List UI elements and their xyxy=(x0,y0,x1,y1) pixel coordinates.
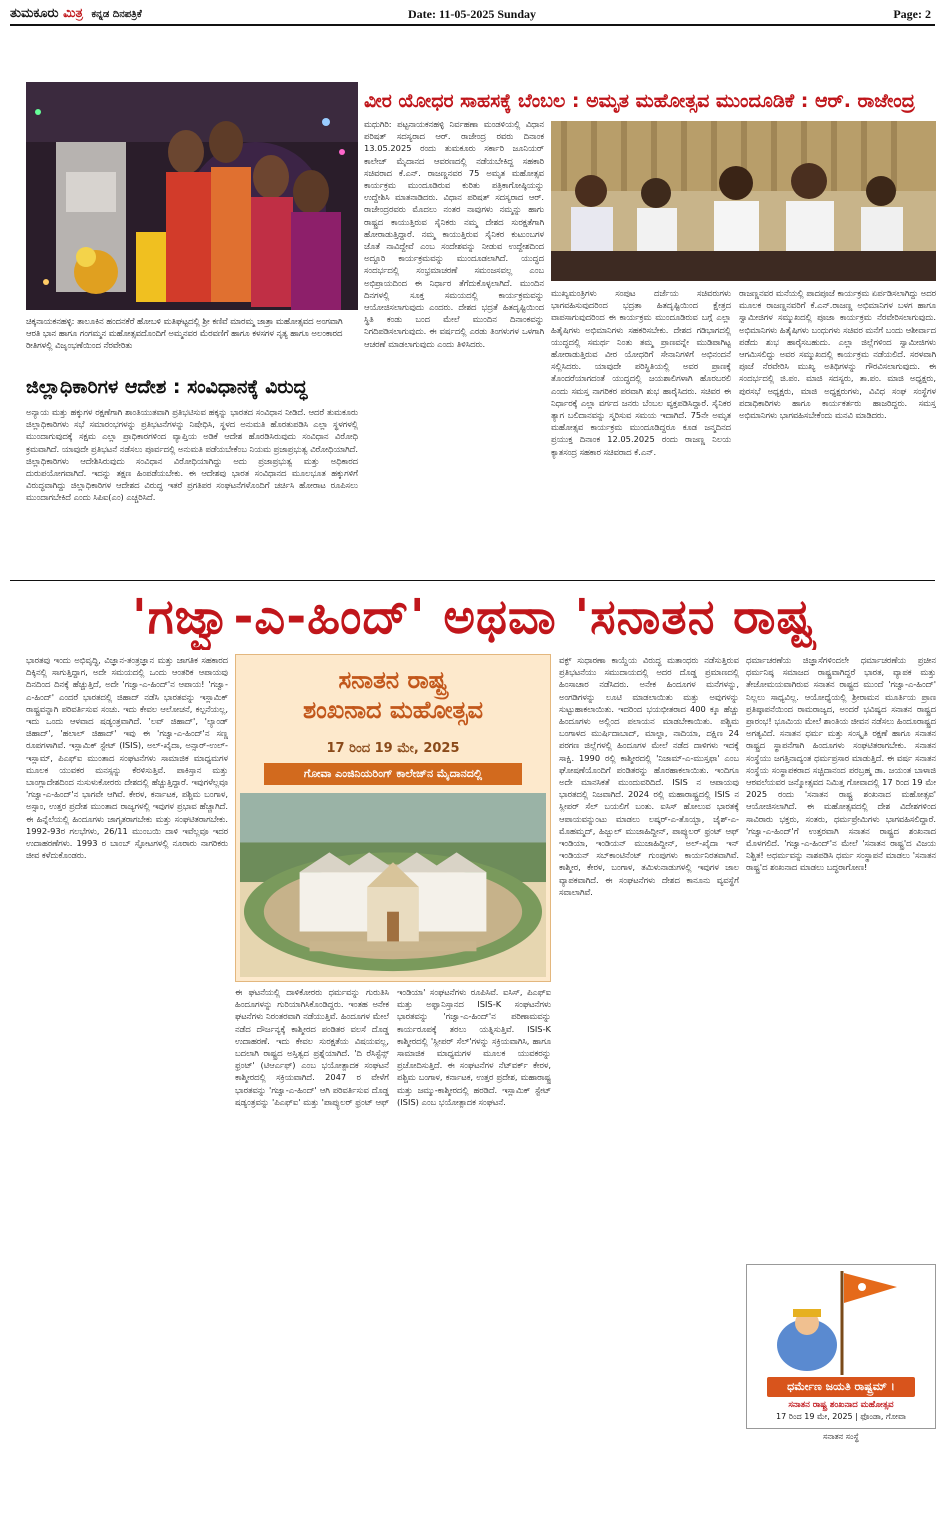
flag-illustration xyxy=(747,1265,936,1377)
rajendra-headline: ವೀರ ಯೋಧರ ಸಾಹಸಕ್ಕೆ ಬೆಂಬಲ : ಅಮೃತ ಮಹೋತ್ಸವ ಮುಂದೂಡಿಕೆ : ಆರ್. ರಾಜೇಂದ್ರ xyxy=(364,90,915,112)
page-number: Page: 2 xyxy=(893,7,931,21)
ad-banner: ಧರ್ಮೇಣ ಜಯತಿ ರಾಷ್ಟ್ರಮ್ । xyxy=(767,1377,915,1397)
poster-venue: ಗೋವಾ ಎಂಜಿನಿಯರಿಂಗ್ ಕಾಲೇಜ್‌ನ ಮೈದಾನದಲ್ಲಿ xyxy=(264,763,522,785)
main-col-1: ಭಾರತವು ಇಂದು ಅಭಿವೃದ್ಧಿ, ವಿಜ್ಞಾನ-ತಂತ್ರಜ್ಞಾನ ಮತ್ತು ಜಾಗತಿಕ ಸಹಕಾರದ ದಿಕ್ಕಿನಲ್ಲಿ ಸಾಗುತ್ತಿದ್ದಾಗ, ಅದೇ ಸಮಯದಲ್ಲಿ ಒಂದು ಆಂತರಿಕ ಆಪಾಯವು ದಿನದಿಂದ ದಿನಕ್ಕೆ ಹೆಚ್ಚುತ್ತಿದೆ, ಅದೇ 'ಗಜ್ವಾ-ಎ-ಹಿಂದ್'ನ ಆಪಾಯ! 'ಗಜ್ವಾ-ಎ-ಹಿಂದ್' ಎಂದರೆ ಭಾರತದಲ್ಲಿ ಜಿಹಾದ್ ನಡೆಸಿ ಭಾರತವನ್ನು ಇಸ್ಲಾಮಿಕ್ ರಾಷ್ಟ್ರವನ್ನಾಗಿ ಪರಿವರ್ತಿಸುವ ಸಂಚು. ಇದು ಕೇವಲ ಆಲೋಚನೆ, ಕಲ್ಪನೆಯಲ್ಲ, ಇದು ಒಂದು ಆಳವಾದ ಷಡ್ಯಂತ್ರವಾಗಿದೆ. 'ಲವ್ ಜಿಹಾದ್', 'ಲ್ಯಾಂಡ್ ಜಿಹಾದ್', 'ಹಲಾಲ್ ಜಿಹಾದ್' ಇವು ಈ 'ಗಜ್ವಾ-ಎ-ಹಿಂದ್'ನ ಸಣ್ಣ ರೂಪಗಳಾಗಿವೆ. ಇಸ್ಲಾಮಿಕ್ ಸ್ಟೇಟ್ (ISIS), ಅಲ್-ಖೈದಾ, ಅನ್ಸಾರ್-ಉಲ್-ಇಸ್ಲಾಮ್, ಪಿಎಫ್ಐ ಮುಂತಾದ ಸಂಘಟನೆಗಳು ಸಾಮಾಜಿಕ ಮಾಧ್ಯಮಗಳ ಮೂಲಕ ಯುವಕರ ಮನಸ್ಸನ್ನು ಕೆರಳಿಸುತ್ತಿವೆ. ಪಾಕಿಸ್ತಾನ ಮತ್ತು ಬಾಂಗ್ಲಾದೇಶದಿಂದ ನುಸುಳುಕೋರರು ದೇಶದಲ್ಲಿ ಹೆಚ್ಚುತ್ತಿದ್ದಾರೆ. ಇವುಗಳೆಲ್ಲವೂ 'ಗಜ್ವಾ-ಎ-ಹಿಂದ್'ನ ಭಾಗವೇ ಆಗಿವೆ. ಕೇರಳ, ಕರ್ನಾಟಕ, ಪಶ್ಚಿಮ ಬಂಗಾಳ, ಅಸ್ಸಾಂ, ಉತ್ತರ ಪ್ರದೇಶ ಮುಂತಾದ ರಾಜ್ಯಗಳಲ್ಲಿ ಇವುಗಳ ಪ್ರಭಾವ ಹೆಚ್ಚಾಗಿದೆ. ಈ ಹಿನ್ನೆಲೆಯಲ್ಲಿ ಹಿಂದೂಗಳು ಜಾಗೃತರಾಗಬೇಕು ಮತ್ತು ಸಂಘಟಿತರಾಗಬೇಕು. 1992-93ರ ಗಲಭೆಗಳು, 26/11 ಮುಂಬಯಿ ದಾಳಿ ಇವೆಲ್ಲವೂ ಇದರ ಉದಾಹರಣೆಗಳು. 1993 ರ ಬಾಂಬ್ ಸ್ಫೋಟಗಳಲ್ಲಿ ನೂರಾರು ನಾಗರಿಕರು ಜೀವ ಕಳೆದುಕೊಂಡರು. xyxy=(26,655,228,861)
issue-date: Date: 11-05-2025 Sunday xyxy=(408,7,537,21)
main-col-2: ಈ ಘಟನೆಯಲ್ಲಿ ದಾಳಿಕೋರರು ಧರ್ಮವನ್ನು ಗುರುತಿಸಿ ಹಿಂದೂಗಳನ್ನು ಗುರಿಯಾಗಿಸಿಕೊಂಡಿದ್ದರು. ಇಂತಹ ಅನೇಕ ಘಟನೆಗಳು ನಿರಂತರವಾಗಿ ನಡೆಯುತ್ತಿವೆ. ಹಿಂದೂಗಳ ಮೇಲೆ ನಡೆದ ದೌರ್ಜನ್ಯಕ್ಕೆ ಕಾಶ್ಮೀರದ ಪಂಡಿತರ ವಲಸೆ ದೊಡ್ಡ ಉದಾಹರಣೆ. ಇದು ಕೇವಲ ಸುರಕ್ಷತೆಯ ವಿಷಯವಲ್ಲ, ಬದಲಾಗಿ ರಾಷ್ಟ್ರದ ಅಸ್ತಿತ್ವದ ಪ್ರಶ್ನೆಯಾಗಿದೆ. 'ದಿ ರೆಸಿಸ್ಟೆನ್ಸ್ ಫ್ರಂಟ್' (ಟಿಆರ್ಎಫ್) ಎಂಬ ಭಯೋತ್ಪಾದಕ ಸಂಘಟನೆ ಕಾಶ್ಮೀರದಲ್ಲಿ ಸಕ್ರಿಯವಾಗಿದೆ. 2047 ರ ವೇಳೆಗೆ ಭಾರತವನ್ನು 'ಗಜ್ವಾ-ಎ-ಹಿಂದ್' ಆಗಿ ಪರಿವರ್ತಿಸುವ ದೊಡ್ಡ ಷಡ್ಯಂತ್ರವನ್ನು 'ಪಿಎಫ್‌ಐ' ಮತ್ತು 'ಪಾಪ್ಯುಲರ್ ಫ್ರಂಟ್ ಆಫ್ ಇಂಡಿಯಾ' ಸಂಘಟನೆಗಳು ರೂಪಿಸಿವೆ. ಐಸಿಸ್, ಪಿಎಫ್ಐ ಮತ್ತು ಅಫ್ಘಾನಿಸ್ತಾನದ ISIS-K ಸಂಘಟನೆಗಳು ಭಾರತವನ್ನು 'ಗಜ್ವಾ-ಎ-ಹಿಂದ್'ನ ಪರಿಣಾಮವನ್ನು ಕಾರ್ಯರೂಪಕ್ಕೆ ತರಲು ಯತ್ನಿಸುತ್ತಿವೆ. ISIS-K ಕಾಶ್ಮೀರದಲ್ಲಿ 'ಸ್ಲೀಪರ್ ಸೆಲ್'ಗಳನ್ನು ಸಕ್ರಿಯವಾಗಿಸಿ, ಹಾಗೂ ಸಾಮಾಜಿಕ ಮಾಧ್ಯಮಗಳ ಮೂಲಕ ಯುವಕರನ್ನು ಪ್ರಚೋದಿಸುತ್ತಿದೆ. ಈ ಸಂಘಟನೆಗಳ ನೆಟ್‌ವರ್ಕ್ ಕೇರಳ, ಪಶ್ಚಿಮ ಬಂಗಾಳ, ಕರ್ನಾಟಕ, ಉತ್ತರ ಪ್ರದೇಶ, ಮಹಾರಾಷ್ಟ್ರ ಮತ್ತು ಜಮ್ಮು-ಕಾಶ್ಮೀರದಲ್ಲಿ ಹರಡಿದೆ. ಇಸ್ಲಾಮಿಕ್ ಸ್ಟೇಟ್ (ISIS) ಎಂಬ ಭಯೋತ್ಪಾದಕ ಸಂಘಟನೆ. xyxy=(235,987,551,1107)
brand-subtitle: ಕನ್ನಡ ದಿನಪತ್ರಿಕೆ xyxy=(91,9,142,20)
brand-main: ತುಮಕೂರು xyxy=(10,6,59,21)
section-divider xyxy=(10,580,935,581)
festival-caption: ಚಿಕ್ಕನಾಯಕನಹಳ್ಳಿ: ತಾಲೂಕಿನ ಹಂದನಕೆರೆ ಹೋಬಳಿ ಮತಿಘಟ್ಟದಲ್ಲಿ ಶ್ರೀ ಕಣಿವೆ ಮಾರಮ್ಮ ಜಾತ್ರಾ ಮಹೋತ್ಸವದ ಅಂಗವಾಗಿ ಆರತಿ ಭಾನ ಹಾಗೂ ಗಂಗಮ್ಮನ ಮಹೋತ್ಸವದೊಂದಿಗೆ ಅಮ್ಮನವರ ಮೆರವಣಿಗೆ ಹಾಗೂ ಕಳಸಗಳ ನೃತ್ಯ ಹಾಗೂ ಅಲಂಕಾರದ ರೀತಿಗಳಲ್ಲಿ ವಿಜೃಂಭಣೆಯಿಂದ ನೆರವೇರಿತು xyxy=(26,316,343,351)
poster-title-1: ಸನಾತನ ರಾಷ್ಟ್ರ xyxy=(338,666,448,694)
ad-org: ಸನಾತನ ಸಂಸ್ಥೆ xyxy=(823,1432,859,1441)
main-headline: 'ಗಜ್ವಾ-ಎ-ಹಿಂದ್' ಅಥವಾ 'ಸನಾತನ ರಾಷ್ಟ್ರ xyxy=(132,589,815,645)
ad-title: ಸನಾತನ ರಾಷ್ಟ್ರ ಶಂಖನಾದ ಮಹೋತ್ಸವ xyxy=(788,1400,894,1410)
rajendra-col-1: ಮಧುಗಿರಿ: ಪಟ್ಟನಾಯಕನಹಳ್ಳಿ ನಿರ್ವಹಣಾ ಮಂಡಳಿಯಲ್ಲಿ ವಿಧಾನ ಪರಿಷತ್ ಸದಸ್ಯರಾದ ಆರ್. ರಾಜೇಂದ್ರ ರವರು ದಿನಾಂಕ 13.05.2025 ರಂದು ತುಮಕೂರು ಸರ್ಕಾರಿ ಜೂನಿಯರ್ ಕಾಲೇಜ್ ಮೈದಾನದ ಆವರಣದಲ್ಲಿ ನಡೆಯಬೇಕಿದ್ದ ಸಹಕಾರಿ ಸಚಿವರಾದ ಕೆ.ಎನ್. ರಾಜಣ್ಣನವರ 75 ಅಮೃತ ಮಹೋತ್ಸವ ಕಾರ್ಯಕ್ರಮ ಮುಂದೂಡಿರುವ ಕುರಿತು ಪತ್ರಿಕಾಗೋಷ್ಠಿಯನ್ನು ಉದ್ದೇಶಿಸಿ ಮಾತನಾಡಿದರು. ವಿಧಾನ ಪರಿಷತ್ ಸದಸ್ಯರಾದ ಆರ್. ರಾಜೇಂದ್ರರವರು ಮೊದಲು ನಂತರ ನಾವುಗಳು ನಮ್ಮನ್ನು ಹಾಗು ರಾಷ್ಟ್ರದ ಕಾಯುತ್ತಿರುವ ಸೈನಿಕರು ನಮ್ಮ ದೇಶದ ಸುರಕ್ಷತೆಗಾಗಿ ಹೋರಾಡುತ್ತಿದ್ದಾರೆ. ನಮ್ಮ ಕಾಯುತ್ತಿರುವ ಸೈನಿಕರ ಕುಟುಂಬಗಳ ಜೊತೆ ನಾವಿದ್ದೇವೆ ಎಂಬ ಸಂದೇಶವನ್ನು ನೀಡುವ ಉದ್ದೇಶದಿಂದ ಅದ್ದೂರಿ ಕಾರ್ಯಕ್ರಮವನ್ನು ಮುಂದೂಡಲಾಗಿದೆ. ಯುದ್ಧದ ಸಂದರ್ಭದಲ್ಲಿ ಸಂಭ್ರಮಾಚರಣೆ ಸಮಂಜಸವಲ್ಲ ಎಂಬ ಅಭಿಪ್ರಾಯದಿಂದ ಈ ನಿರ್ಧಾರ ತೆಗೆದುಕೊಳ್ಳಲಾಗಿದೆ. ಮುಂದಿನ ದಿನಗಳಲ್ಲಿ ಸೂಕ್ತ ಸಮಯದಲ್ಲಿ ಕಾರ್ಯಕ್ರಮವನ್ನು ಆಯೋಜಿಸಲಾಗುವುದು ಎಂದರು. ದೇಶದ ಭದ್ರತೆ ಹಿತದೃಷ್ಟಿಯಿಂದ ಸ್ಥಿತಿ ಕಂಡು ಬಂದ ಮೇಲೆ ಮುಂದಿನ ದಿನಾಂಕವನ್ನು ನಿಗದಿಪಡಿಸಲಾಗುವುದು. ಈ ವರ್ಷದಲ್ಲಿ ಎರಡು ತಿಂಗಳುಗಳ ಒಳಗಾಗಿ ಆಚರಣೆ ಮಾಡಲಾಗುವುದು ಎಂದು ತಿಳಿಸಿದರು. xyxy=(364,119,544,349)
press-meet-photo xyxy=(551,121,936,281)
dc-order-body: ಅನ್ಯಾಯ ಮತ್ತು ಹಕ್ಕುಗಳ ರಕ್ಷಣೆಗಾಗಿ ಶಾಂತಿಯುತವಾಗಿ ಪ್ರತಿಭಟಿಸುವ ಹಕ್ಕನ್ನು ಭಾರತದ ಸಂವಿಧಾನ ನೀಡಿದೆ. ಆದರೆ ತುಮಕೂರು ಜಿಲ್ಲಾಧಿಕಾರಿಗಳು ಸಭೆ ಸಮಾರಂಭಗಳನ್ನು ಪ್ರತಿಭಟನೆಗಳನ್ನು ನಿಷೇಧಿಸಿ, ಸ್ಥಳದ ಅನುಮತಿ ಹೊರತುಪಡಿಸಿ ಎಲ್ಲಾ ಸ್ಥಳಗಳಲ್ಲಿ ಮುಂದಾಗುವುದಕ್ಕೆ ಸಕ್ಷಮ ಎಲ್ಲಾ ಪ್ರಾಧಿಕಾರಗಳಿಂದ ವ್ಯಾಪ್ತಿಯ ಅಡಿಕೆ ಆದೇಶ ಹೊರಡಿಸಿರುವುದು ಸಂವಿಧಾನ ವಿರೋಧಿ ಕ್ರಮವಾಗಿದೆ. ಯಾವುದೇ ಪ್ರತಿಭಟನೆ ನಡೆಸಲು ಪೂರ್ವದಲ್ಲಿ ಅನುಮತಿ ಪಡೆಯಬೇಕೆಂಬ ನಿಯಮ ಪ್ರಜಾಪ್ರಭುತ್ವ ವಿರೋಧಿಯಾಗಿದೆ. ಜಿಲ್ಲಾಧಿಕಾರಿಗಳು ಆದೇಶಿಸಿರುವುದು ಸಂವಿಧಾನ ವಿರೋಧಿಯಾಗಿದ್ದು ಅದು ಪ್ರಜಾಪ್ರಭುತ್ವ ಮತ್ತು ಅಧಿಕಾರದ ದುರುಪಯೋಗವಾಗಿದೆ. ಇದನ್ನು ತಕ್ಷಣ ಹಿಂಪಡೆಯಬೇಕು. ಈ ಆದೇಶವು ಭಾರತ ಸಂವಿಧಾನದ ಮೂಲಭೂತ ಹಕ್ಕುಗಳಿಗೆ ವಿರುದ್ಧವಾಗಿದ್ದು ಜಿಲ್ಲಾಧಿಕಾರಿಗಳ ಆದೇಶದ ವಿರುದ್ಧ ಇತರೆ ಪ್ರಗತಿಪರ ಸಂಘಟನೆಗಳೊಂದಿಗೆ ಚರ್ಚಿಸಿ ಹೋರಾಟ ರೂಪಿಸಲು ಮುಂದಾಗಬೇಕಿದೆ ಎಂದು ಸಿಪಿಐ(ಎಂ) ಎಚ್ಚರಿಸಿದೆ. xyxy=(26,407,358,503)
main-col-3: ವಕ್ಫ್ ಸುಧಾರಣಾ ಕಾಯ್ದೆಯ ವಿರುದ್ಧ ಮತಾಂಧರು ನಡೆಸುತ್ತಿರುವ ಪ್ರತಿಭಟನೆಯು ಸಮುದಾಯದಲ್ಲಿ ಅದರ ದೊಡ್ಡ ಪ್ರಮಾಣದಲ್ಲಿ ಹಿಂಸಾಚಾರ ನಡೆಸಿದರು. ಅನೇಕ ಹಿಂದೂಗಳ ಮನೆಗಳನ್ನು, ಅಂಗಡಿಗಳನ್ನು ಲೂಟಿ ಮಾಡಲಾಯಿತು ಮತ್ತು ಅವುಗಳನ್ನು ಸುಟ್ಟುಹಾಕಲಾಯಿತು. ಇದರಿಂದ ಭಯಭೀತರಾದ 400 ಕ್ಕೂ ಹೆಚ್ಚು ಹಿಂದೂಗಳು ಅಲ್ಲಿಂದ ಪಲಾಯನ ಮಾಡಬೇಕಾಯಿತು. ಪಶ್ಚಿಮ ಬಂಗಾಳದ ಮುರ್ಷಿದಾಬಾದ್, ಮಾಲ್ದಾ, ನಾದಿಯಾ, ದಕ್ಷಿಣ 24 ಪರಗಣ ಜಿಲ್ಲೆಗಳಲ್ಲಿ ಹಿಂದೂಗಳ ಮೇಲೆ ನಡೆದ ದಾಳಿಗಳು ಇದಕ್ಕೆ ಸಾಕ್ಷಿ. 1990 ರಲ್ಲಿ ಕಾಶ್ಮೀರದಲ್ಲಿ 'ನಿಜಾಮ್-ಎ-ಮುಸ್ತಫಾ' ಎಂಬ ಘೋಷಣೆಯೊಂದಿಗೆ ಪಂಡಿತರನ್ನು ಹೊರಹಾಕಲಾಯಿತು. ಇಂದಿಗೂ ಅದೇ ಮಾನಸಿಕತೆ ಮುಂದುವರಿದಿದೆ. ISIS ನ ಆಪಾಯವು ಭಾರತದಲ್ಲಿ ನಿಜವಾಗಿದೆ. 2024 ರಲ್ಲಿ ಮಹಾರಾಷ್ಟ್ರದಲ್ಲಿ ISIS ನ ಸ್ಲೀಪರ್ ಸೆಲ್ ಬಯಲಿಗೆ ಬಂತು. ಐಸಿಸ್ ಹೋಲುವ ಭಾರತಕ್ಕೆ ಆಪಾಯವನ್ನುಂಟು ಮಾಡಲು ಲಷ್ಕರ್-ಎ-ತೊಯ್ಬಾ, ಜೈಶ್-ಎ-ಮೊಹಮ್ಮದ್, ಹಿಜ್ಬುಲ್ ಮುಜಾಹಿದ್ದೀನ್, ಪಾಪ್ಯುಲರ್ ಫ್ರಂಟ್ ಆಫ್ ಇಂಡಿಯಾ, ಇಂಡಿಯನ್ ಮುಜಾಹಿದ್ದೀನ್, ಅಲ್-ಖೈದಾ ಇನ್ ಇಂಡಿಯನ್ ಸಬ್‌ಕಾಂಟಿನೆಂಟ್ ಗುಂಪುಗಳು ಕಾರ್ಯನಿರತವಾಗಿವೆ. ಕಾಶ್ಮೀರ, ಕೇರಳ, ಬಂಗಾಳ, ತಮಿಳುನಾಡುಗಳಲ್ಲಿ ಇವುಗಳ ಜಾಲ ವ್ಯಾಪಕವಾಗಿದೆ. ಈ ಸಂಘಟನೆಗಳು ದೇಶದ ಕಾನೂನು ವ್ಯವಸ್ಥೆಗೆ ಸವಾಲಾಗಿವೆ. xyxy=(559,655,739,897)
sanatan-ad xyxy=(746,1264,936,1429)
poster-title-2: ಶಂಖನಾದ ಮಹೋತ್ಸವ xyxy=(302,696,483,724)
main-col-4: ಧರ್ಮಾಚರಣೆಯ ಜಿಜ್ಞಾಸೆಗಳಿಂದಲೇ ಧರ್ಮಾಚರಣೆಯ ಪ್ರಚೀನ ಧರ್ಮನಿಷ್ಠ ಸಮಾಜದ ರಾಷ್ಟ್ರವಾಗಿದ್ದರೆ ಭಾರತ, ವ್ಯಾಪಕ ಮತ್ತು ತೇಜೋಮಯವಾಗಿರುವ ಸನಾತನ ರಾಷ್ಟ್ರದ ಮುಂದೆ 'ಗಜ್ವಾ-ಎ-ಹಿಂದ್' ನಿಲ್ಲಲು ಸಾಧ್ಯವಿಲ್ಲ. ಆಯೋಧ್ಯೆಯಲ್ಲಿ ಶ್ರೀರಾಮನ ಮೂರ್ತಿಯ ಪ್ರಾಣ ಪ್ರತಿಷ್ಠಾಪನೆಯಿಂದ ರಾಮರಾಜ್ಯದ, ಅಂದರೆ ಭವಿಷ್ಯದ ಸನಾತನ ರಾಷ್ಟ್ರದ ಪ್ರಾರಂಭ! ಭೂಮಿಯ ಮೇಲೆ ಶಾಂತಿಯ ಜೀವನ ನಡೆಸಲು ಹಿಂದೂರಾಷ್ಟ್ರದ ಅಗತ್ಯವಿದೆ. ಸನಾತನ ಧರ್ಮ ಮತ್ತು ಸಂಸ್ಕೃತಿ ರಕ್ಷಣೆ ಹಾಗೂ ಸನಾತನ ರಾಷ್ಟ್ರದ ಸ್ಥಾಪನೆಗಾಗಿ ಹಿಂದೂಗಳು ಸಂಘಟಿತರಾಗಬೇಕು. ಸನಾತನ ಸಂಸ್ಥೆಯು ಜಗತ್ತಿನಾದ್ಯಂತ ಧರ್ಮಪ್ರಸಾರ ಮಾಡುತ್ತಿದೆ. ಈ ವರ್ಷ ಸನಾತನ ಸಂಸ್ಥೆಯ ಸಂಸ್ಥಾಪಕರಾದ ಸಚ್ಚಿದಾನಂದ ಪರಬ್ರಹ್ಮ ಡಾ. ಜಯಂತ ಬಾಳಾಜಿ ಆಠವಲೆಯವರ ಜನ್ಮೋತ್ಸವದ ನಿಮಿತ್ತ ಗೋವಾದಲ್ಲಿ 17 ರಿಂದ 19 ಮೇ 2025 ರಂದು 'ಸನಾತನ ರಾಷ್ಟ್ರ ಶಂಖನಾದ ಮಹೋತ್ಸವ' ಆಯೋಜಿಸಲಾಗಿದೆ. ಈ ಮಹೋತ್ಸವದಲ್ಲಿ ದೇಶ ವಿದೇಶಗಳಿಂದ ಸಾವಿರಾರು ಭಕ್ತರು, ಸಂತರು, ಧರ್ಮಪ್ರೇಮಿಗಳು ಭಾಗವಹಿಸಲಿದ್ದಾರೆ. 'ಗಜ್ವಾ-ಎ-ಹಿಂದ್'ಗೆ ಉತ್ತರವಾಗಿ ಸನಾತನ ರಾಷ್ಟ್ರದ ಶಂಖನಾದ ಮೊಳಗಲಿದೆ. 'ಗಜ್ವಾ-ಎ-ಹಿಂದ್'ನ ಮೇಲೆ 'ಸನಾತನ ರಾಷ್ಟ್ರ'ದ ವಿಜಯ ನಿಶ್ಚಿತ! ಅಧರ್ಮವನ್ನು ನಾಶಪಡಿಸಿ ಧರ್ಮ ಸಂಸ್ಥಾಪನೆ ಮಾಡಲು 'ಸನಾತನ ರಾಷ್ಟ್ರ'ದ ಶಂಖನಾದ ಮಾಡಲು ಬದ್ಧರಾಗೋಣ! xyxy=(746,655,936,873)
poster-dates: 17 ರಿಂದ 19 ಮೇ, 2025 xyxy=(326,741,460,756)
brand-accent: ಮಿತ್ರ xyxy=(63,6,83,21)
rajendra-col-2: ಮುಖ್ಯಮಂತ್ರಿಗಳು ಸಂಪುಟ ದರ್ಜೆಯ ಸಚಿವರುಗಳು ಭಾಗವಹಿಸುವುದರಿಂದ ಭದ್ರತಾ ಹಿತದೃಷ್ಟಿಯಿಂದ ಕ್ಷೇತ್ರದ ವಾಪಸಾಗುವುದರಿಂದ ಈ ಕಾರ್ಯಕ್ರಮ ಮುಂದೂಡಿರುವ ಬಗ್ಗೆ ಎಲ್ಲಾ ಹಿತೈಷಿಗಳು ಅಭಿಮಾನಿಗಳು ಸಹಕರಿಸಬೇಕು. ದೇಶದ ಗಡಿಭಾಗದಲ್ಲಿ ಯುದ್ಧದಲ್ಲಿ ಸಮರ್ಥ ನಿಂತು ತಮ್ಮ ಪ್ರಾಣವನ್ನೇ ಮುಡಿಪಾಗಿಟ್ಟ ಹೋರಾಡುತ್ತಿರುವ ವೀರ ಯೋಧರಿಗೆ ಸೇನಾನಿಗಳಿಗೆ ಅಭಿನಂದನೆ ಸಲ್ಲಿಸಿದರು. ಯಾವುದೇ ಪರಿಸ್ಥಿತಿಯಲ್ಲಿ ಅವರ ಪ್ರಾಣಕ್ಕೆ ತೊಂದರೆಯಾಗದಂತೆ ಯುದ್ಧದಲ್ಲಿ ಜಯಶಾಲಿಗಳಾಗಿ ಹೊರಬರಲಿ ಎಂದು ಸಮಸ್ತ ನಾಗರಿಕರ ಪರವಾಗಿ ಶುಭ ಹಾರೈಸಿದರು. ಸಚಿವರ ಈ ನಿರ್ಧಾರಕ್ಕೆ ಎಲ್ಲಾ ವರ್ಗದ ಜನರು ಬೆಂಬಲ ವ್ಯಕ್ತಪಡಿಸಿದ್ದಾರೆ. ಸೈನಿಕರ ತ್ಯಾಗ ಬಲಿದಾನವನ್ನು ಸ್ಮರಿಸುವ ಸಮಯ ಇದಾಗಿದೆ. 75ನೇ ಅಮೃತ ಮಹೋತ್ಸವ ಕಾರ್ಯಕ್ರಮ ಮುಂದೂಡಿದ್ದರೂ ಕೂಡ ಜನ್ಮದಿನದ ಪ್ರಯುಕ್ತ ದಿನಾಂಕ 12.05.2025 ರಂದು ರಾಜಣ್ಣ ನಿಲಯ ಕ್ಯಾತಸಂದ್ರ ಸಹಕಾರ ಸಚಿವರಾದ ಕೆ.ಎನ್. xyxy=(551,288,731,457)
mahotsav-poster xyxy=(235,654,551,982)
rajendra-col-3: ರಾಜಣ್ಣನವರ ಮನೆಯಲ್ಲಿ ಪಾದಪೂಜೆ ಕಾರ್ಯಕ್ರಮ ಏರ್ಪಡಿಸಲಾಗಿದ್ದು ಅದರ ಮೂಲಕ ರಾಜಣ್ಣನವರಿಗೆ ಕೆ.ಎನ್.ರಾಜಣ್ಣ ಅಭಿಮಾನಿಗಳ ಬಳಗ ಹಾಗೂ ಸ್ವಾಮೀಜಿಗಳ ಸಮ್ಮುಖದಲ್ಲಿ ಪೂಜಾ ಕಾರ್ಯಕ್ರಮ ನೆರವೇರಿಸಲಾಗುವುದು. ಅಭಿಮಾನಿಗಳು ಹಿತೈಷಿಗಳು ಬಂಧುಗಳು ಸಚಿವರ ಮನೆಗೆ ಬಂದು ಆಶೀರ್ವಾದ ಪಡೆದು ಶುಭ ಹಾರೈಸಬಹುದು. ಎಲ್ಲಾ ಜಿಲ್ಲೆಗಳಿಂದ ಸ್ವಾಮೀಜಿಗಳು ಆಗಮಿಸಲಿದ್ದು ಅವರ ಸಮ್ಮುಖದಲ್ಲಿ ಕಾರ್ಯಕ್ರಮ ನಡೆಯಲಿದೆ. ಸರಳವಾಗಿ ಪೂಜೆ ನೆರವೇರಿಸಿ ಮುಖ್ಯ ಅತಿಥಿಗಳನ್ನು ಗೌರವಿಸಲಾಗುವುದು. ಈ ಸಂದರ್ಭದಲ್ಲಿ ಜಿ.ಪಂ. ಮಾಜಿ ಸದಸ್ಯರು, ತಾ.ಪಂ. ಮಾಜಿ ಅಧ್ಯಕ್ಷರು, ಪುರಸಭೆ ಅಧ್ಯಕ್ಷರು, ಮಾಜಿ ಅಧ್ಯಕ್ಷರುಗಳು, ವಿವಿಧ ಸಂಘ ಸಂಸ್ಥೆಗಳ ಪದಾಧಿಕಾರಿಗಳು ಹಾಗೂ ಕಾರ್ಯಕರ್ತರು ಹಾಜರಿದ್ದರು. ಸಮಸ್ತ ಅಭಿಮಾನಿಗಳು ಭಾಗವಹಿಸಬೇಕೆಂದು ಮನವಿ ಮಾಡಿದರು. xyxy=(739,288,936,421)
venue-aerial-image xyxy=(240,793,546,977)
festival-photo xyxy=(26,82,358,310)
newspaper-brand xyxy=(10,6,142,21)
dc-order-headline: ಜಿಲ್ಲಾಧಿಕಾರಿಗಳ ಆದೇಶ : ಸಂವಿಧಾನಕ್ಕೆ ವಿರುದ್ಧ xyxy=(26,376,308,398)
ad-date-place: 17 ರಿಂದ 19 ಮೇ, 2025 | ಫೊಂಡಾ, ಗೋವಾ xyxy=(776,1412,906,1421)
masthead xyxy=(10,4,935,26)
